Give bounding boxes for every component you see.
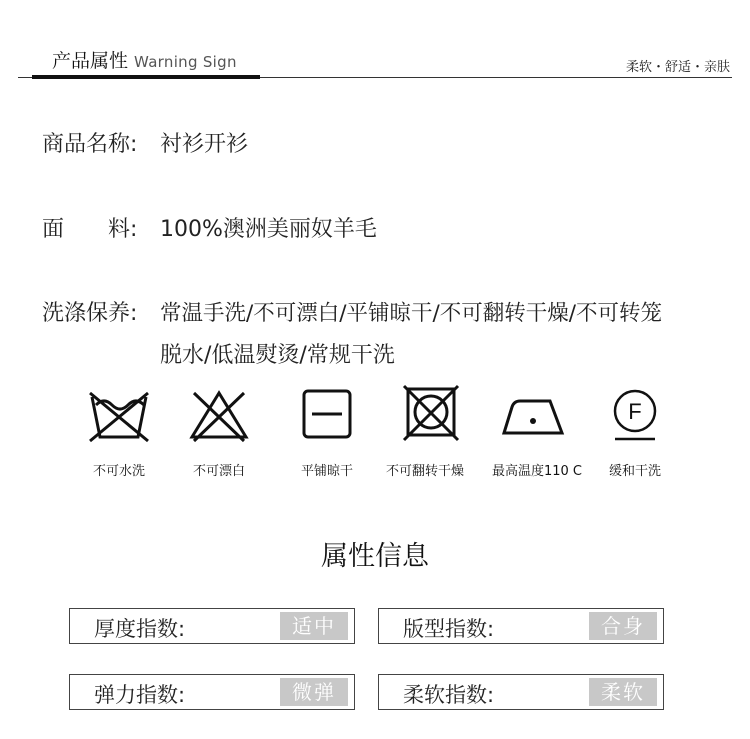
dry-clean-f-icon — [600, 385, 670, 445]
no-bleach-icon — [184, 385, 254, 445]
section-title: 属性信息 — [321, 541, 429, 572]
softness-index-label: 柔软指数: — [403, 683, 495, 707]
thickness-index-label: 厚度指数: — [94, 617, 186, 641]
header-title-text: 产品属性 — [52, 50, 129, 72]
fit-index-box — [378, 608, 664, 644]
softness-index-value: 柔软 — [589, 678, 657, 706]
no-tumble-dry-icon — [396, 382, 466, 442]
thickness-index-box — [69, 608, 355, 644]
iron-icon — [498, 385, 568, 445]
svg-text:F: F — [628, 399, 642, 424]
header-subtitle: Warning Sign — [134, 53, 237, 71]
no-wash-label: 不可水洗 — [92, 464, 145, 479]
product-name-value: 衬衫开衫 — [160, 132, 249, 157]
no-bleach-label: 不可漂白 — [192, 464, 245, 479]
header-underline — [32, 75, 260, 79]
fabric-label: 面 料: — [42, 217, 138, 242]
flat-dry-label: 平铺晾干 — [300, 464, 353, 479]
product-name-label: 商品名称: — [42, 132, 138, 157]
softness-index-box — [378, 674, 664, 710]
care-value-line1: 常温手洗/不可漂白/平铺晾干/不可翻转干燥/不可转笼 — [160, 301, 662, 326]
thickness-index-value: 适中 — [280, 612, 348, 640]
elasticity-index-value: 微弹 — [280, 678, 348, 706]
fabric-value: 100%澳洲美丽奴羊毛 — [160, 217, 377, 242]
dry-clean-label: 缓和干洗 — [608, 464, 661, 479]
fit-index-label: 版型指数: — [403, 617, 495, 641]
no-wash-icon — [84, 385, 154, 445]
iron-label: 最高温度110 C — [491, 464, 583, 479]
care-label: 洗涤保养: — [42, 301, 138, 326]
no-tumble-dry-label: 不可翻转干燥 — [385, 464, 464, 479]
elasticity-index-box — [69, 674, 355, 710]
elasticity-index-label: 弹力指数: — [94, 683, 186, 707]
flat-dry-icon — [292, 385, 362, 445]
fit-index-value: 合身 — [589, 612, 657, 640]
header-tagline: 柔软・舒适・亲肤 — [625, 60, 730, 75]
header-title — [52, 46, 237, 73]
care-value-line2: 脱水/低温熨烫/常规干洗 — [160, 343, 395, 368]
